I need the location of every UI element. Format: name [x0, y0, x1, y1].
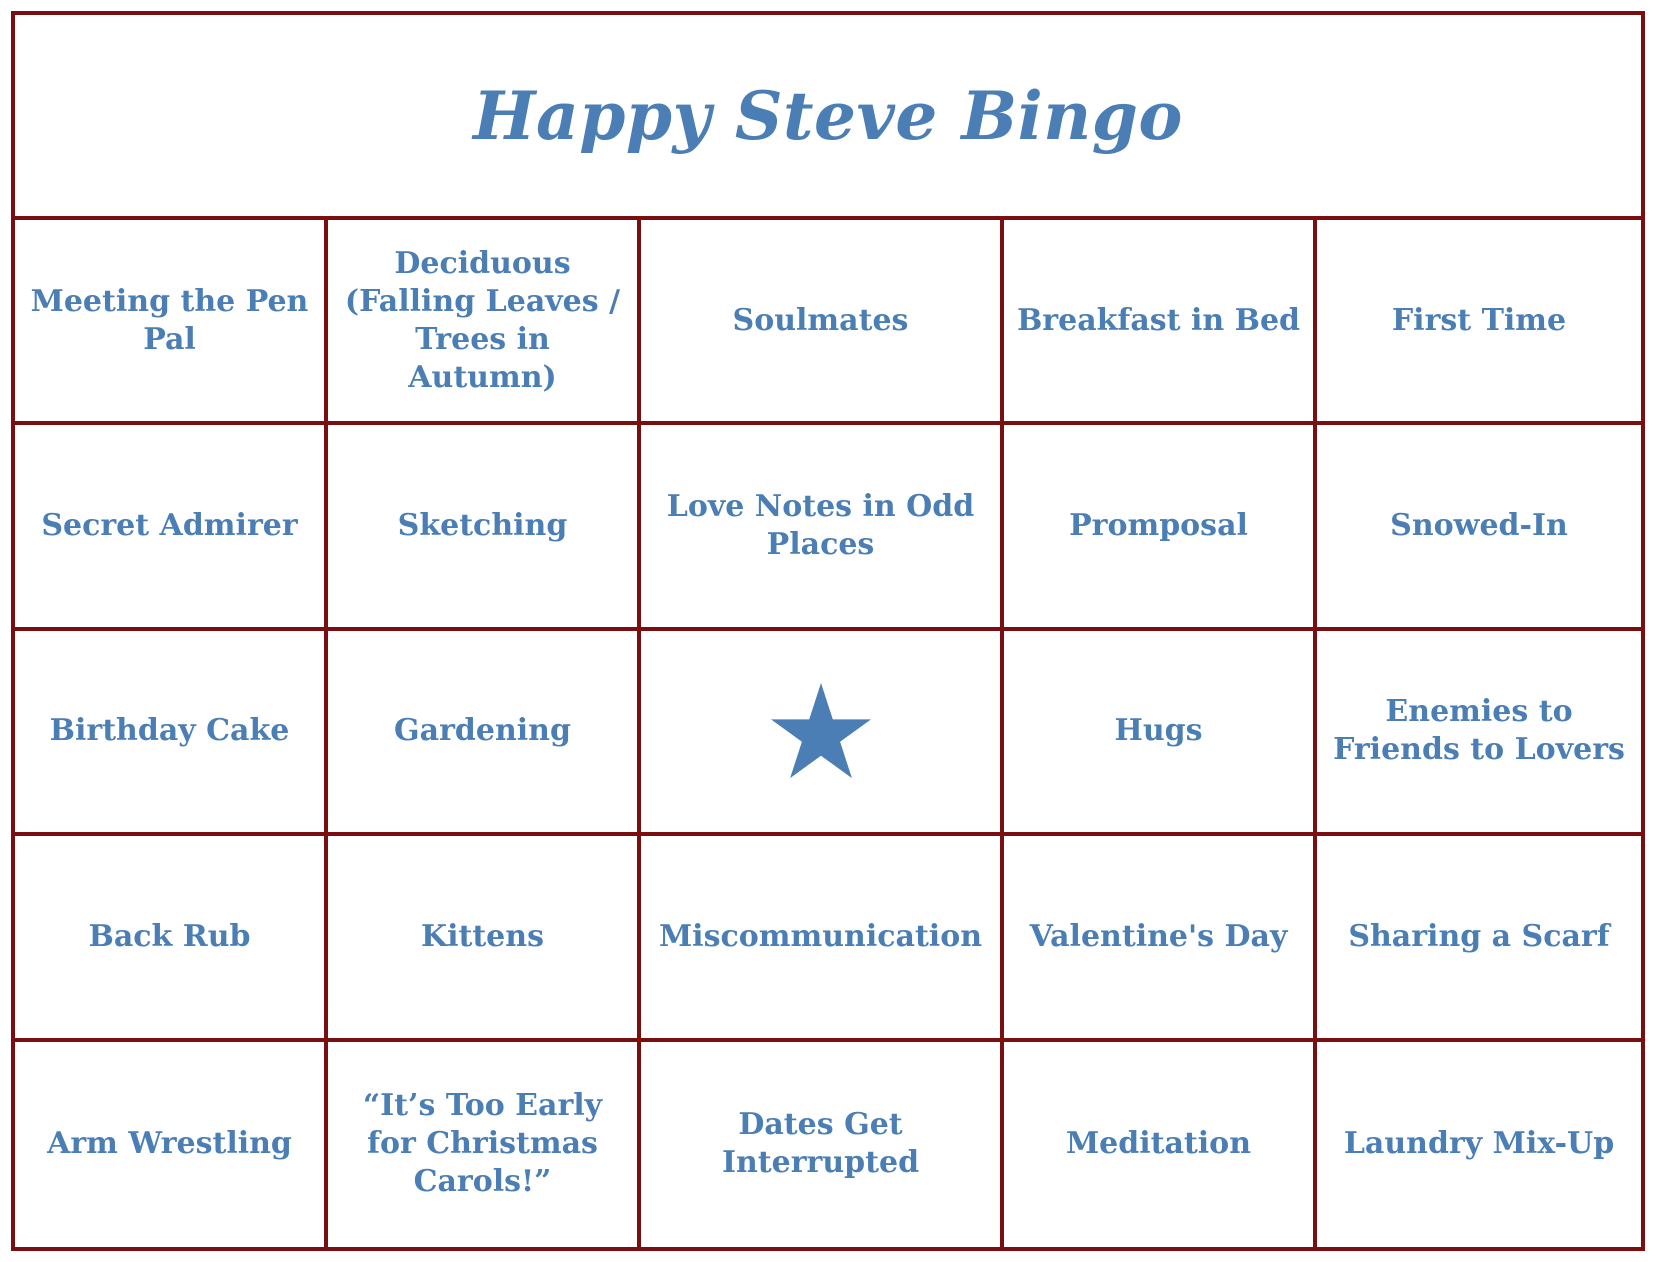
bingo-cell[interactable]: Dates Get Interrupted — [641, 1042, 1004, 1247]
bingo-cell[interactable]: Meditation — [1004, 1042, 1317, 1247]
bingo-grid — [15, 220, 1641, 1247]
bingo-cell[interactable]: Enemies to Friends to Lovers — [1317, 631, 1641, 836]
bingo-cell[interactable]: Gardening — [328, 631, 641, 836]
bingo-cell[interactable]: Sharing a Scarf — [1317, 836, 1641, 1041]
bingo-cell[interactable]: Promposal — [1004, 425, 1317, 630]
bingo-cell[interactable]: “It’s Too Early for Christmas Carols!” — [328, 1042, 641, 1247]
title-row — [15, 15, 1641, 220]
bingo-cell[interactable]: Hugs — [1004, 631, 1317, 836]
bingo-cell[interactable]: Sketching — [328, 425, 641, 630]
page-title: Happy Steve Bingo — [473, 76, 1183, 155]
bingo-cell[interactable]: Soulmates — [641, 220, 1004, 425]
bingo-cell[interactable]: Love Notes in Odd Places — [641, 425, 1004, 630]
bingo-cell[interactable]: Arm Wrestling — [15, 1042, 328, 1247]
bingo-cell[interactable]: Deciduous (Falling Leaves / Trees in Autumn) — [328, 220, 641, 425]
bingo-cell[interactable]: Birthday Cake — [15, 631, 328, 836]
bingo-cell[interactable]: Back Rub — [15, 836, 328, 1041]
star-icon — [771, 683, 871, 779]
bingo-card — [11, 11, 1645, 1251]
bingo-cell[interactable]: Laundry Mix-Up — [1343, 1126, 1615, 1162]
bingo-cell[interactable]: Kittens — [328, 836, 641, 1041]
bingo-cell[interactable]: First Time — [1317, 220, 1641, 425]
bingo-cell[interactable]: Breakfast in Bed — [1004, 220, 1317, 425]
free-space-cell[interactable] — [641, 631, 1004, 836]
bingo-cell[interactable]: Secret Admirer — [15, 425, 328, 630]
bingo-cell[interactable]: Valentine's Day — [1004, 836, 1317, 1041]
bingo-cell[interactable]: Snowed-In — [1317, 425, 1641, 630]
bingo-cell[interactable]: Miscommunication — [641, 836, 1004, 1041]
bingo-cell[interactable]: Meeting the Pen Pal — [15, 220, 328, 425]
